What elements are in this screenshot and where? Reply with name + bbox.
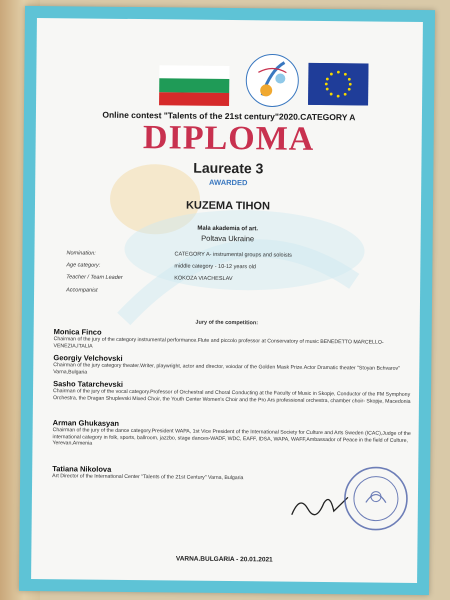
jury-member-desc: Chairman of the jury of the category instrumental performance.Flute and piccolo professor at Conservatory of music BENEDETTO MARCELLO- VENEZIA,ITALIA — [53, 336, 384, 350]
detail-row-accompanist — [66, 287, 98, 293]
detail-value: CATEGORY A- instrumental groups and soloists — [174, 251, 292, 259]
stamp-icon — [342, 464, 411, 533]
jury-member-name: Monica Finco — [53, 327, 102, 337]
diploma-title: DIPLOMA — [142, 119, 315, 158]
school-name: Mala akademia of art. — [197, 225, 259, 233]
jury-member-name: Tatiana Nikolova — [52, 464, 112, 474]
jury-member-name: Georgiy Velchovski — [53, 353, 123, 363]
city-name: Poltava Ukraine — [201, 233, 255, 244]
contest-logo-icon — [244, 50, 301, 111]
diploma-sheet — [19, 6, 435, 595]
laureate-label: Laureate 3 — [193, 159, 264, 177]
diploma-inner — [31, 18, 423, 583]
jury-member-name: Sasho Tatarchevski — [53, 379, 124, 389]
footer-place-date: VARNA.BULGARIA - 20.01.2021 — [175, 555, 273, 564]
contest-header: Online contest "Talents of the 21st century"2020.CATEGORY A — [102, 109, 356, 123]
detail-value: middle category - 10-12 years old — [174, 263, 257, 271]
bulgarian-flag-icon — [159, 65, 229, 106]
detail-label: Accompanist — [66, 287, 98, 294]
jury-member-desc: Chairman of the jury category theater.Writer, playwright, actor and director, voiodar of the Golden Mask Prize.Actor Dramatic theater "Stoyan Bchvarov" Varna,Bulgaria — [53, 362, 401, 376]
jury-member-desc: Chairman of the jury of the dance category.President WAPA, 1st Vice President of the International Society for Culture and Arts Sweden (ICAC),Judge of the international category in folk, sports, ballroom, jazzbo, stage dances-WADF, WDC, EAFF, IDSA, WAPA, WAFF,Ambassador of Peace in the field of Culture, Yerevan,Armenia — [52, 427, 411, 447]
eu-flag-icon — [308, 63, 368, 106]
detail-row-teacher — [66, 274, 233, 283]
jury-member — [53, 379, 423, 405]
jury-member — [53, 327, 423, 353]
detail-row-age — [66, 262, 257, 271]
jury-member-name: Arman Ghukasyan — [52, 418, 120, 428]
detail-value: KOKOZA VIACHESLAV — [174, 275, 233, 283]
awarded-label: AWARDED — [209, 177, 248, 188]
detail-label: Age category: — [66, 262, 101, 269]
recipient-name: KUZEMA TIHON — [185, 199, 271, 213]
jury-title: Jury of the competition: — [195, 319, 259, 327]
detail-label: Nomination: — [66, 250, 96, 257]
jury-member — [53, 353, 423, 379]
detail-label: Teacher / Team Leader — [66, 274, 123, 281]
jury-member-desc: Chairman of the jury of the vocal category.Professor of Orchestral and Choral Conducting at the Faculty of Music in Skopje, Conductor of the FM Symphony Orchestra, the Dragan Shuplevski Mixed Choir, the Youth Center Women's Choir and the Pro Ars professional orchestra, chamber choir- Skopje, Macedonia — [52, 388, 411, 405]
jury-member — [52, 418, 422, 450]
jury-member-desc: Art Director of the International Center "Talents of the 21st Century" Varna, Bulgaria — [52, 473, 244, 482]
detail-row-nomination — [66, 250, 292, 259]
